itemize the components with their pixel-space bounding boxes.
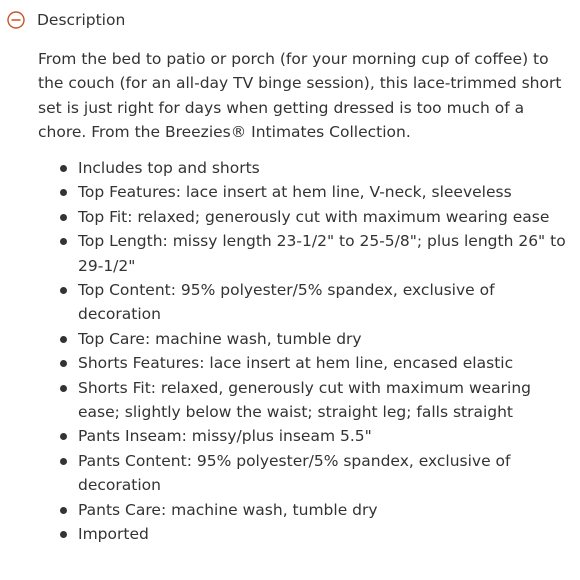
bullet-icon [60,165,67,172]
feature-list-item [58,229,573,278]
feature-list-item [58,205,573,229]
feature-text: Shorts Features: lace insert at hem line, encased elastic [78,354,514,373]
feature-list-item [58,498,573,522]
description-header[interactable] [7,9,125,31]
feature-text: Pants Inseam: missy/plus inseam 5.5" [78,427,372,446]
feature-text: Top Care: machine wash, tumble dry [78,329,362,348]
feature-text: Pants Care: machine wash, tumble dry [78,500,378,519]
feature-list-item [58,449,573,498]
bullet-icon [60,287,67,294]
feature-list-item [58,424,573,448]
section-title: Description [37,11,126,29]
feature-text: Imported [78,525,149,544]
bullet-icon [60,531,67,538]
bullet-icon [60,336,67,343]
feature-list-item [58,156,573,180]
bullet-icon [60,360,67,367]
bullet-icon [60,507,67,514]
feature-list-item [58,278,573,327]
feature-text: Top Fit: relaxed; generously cut with maximum wearing ease [78,207,550,226]
bullet-icon [60,214,67,221]
bullet-icon [60,385,67,392]
feature-list-item [58,180,573,204]
bullet-icon [60,238,67,245]
feature-list-item [58,351,573,375]
features-list [58,156,573,547]
feature-text: Top Content: 95% polyester/5% spandex, exclusive of decoration [78,281,495,324]
bullet-icon [60,458,67,465]
feature-text: Pants Content: 95% polyester/5% spandex, exclusive of decoration [78,451,511,495]
feature-text: Shorts Fit: relaxed, generously cut with maximum wearing ease; slightly below the waist; straight leg; falls straight [78,378,532,422]
description-text: From the bed to patio or porch (for your morning cup of coffee) to the couch (for an all-day TV binge session), this lace-trimmed short set is just right for days when getting dressed is too much of a chore. From the Breezies® Intimates Collection. [38,50,562,142]
feature-list-item [58,376,573,425]
minus-circle-icon[interactable] [7,11,25,29]
feature-text: Includes top and shorts [78,159,260,177]
bullet-icon [60,189,67,196]
feature-text: Top Features: lace insert at hem line, V-neck, sleeveless [78,183,512,202]
feature-list-item [58,522,573,546]
feature-list-item [58,327,573,351]
bullet-icon [60,433,67,440]
feature-text: Top Length: missy length 23-1/2" to 25-5/8"; plus length 26" to 29-1/2" [78,232,566,275]
